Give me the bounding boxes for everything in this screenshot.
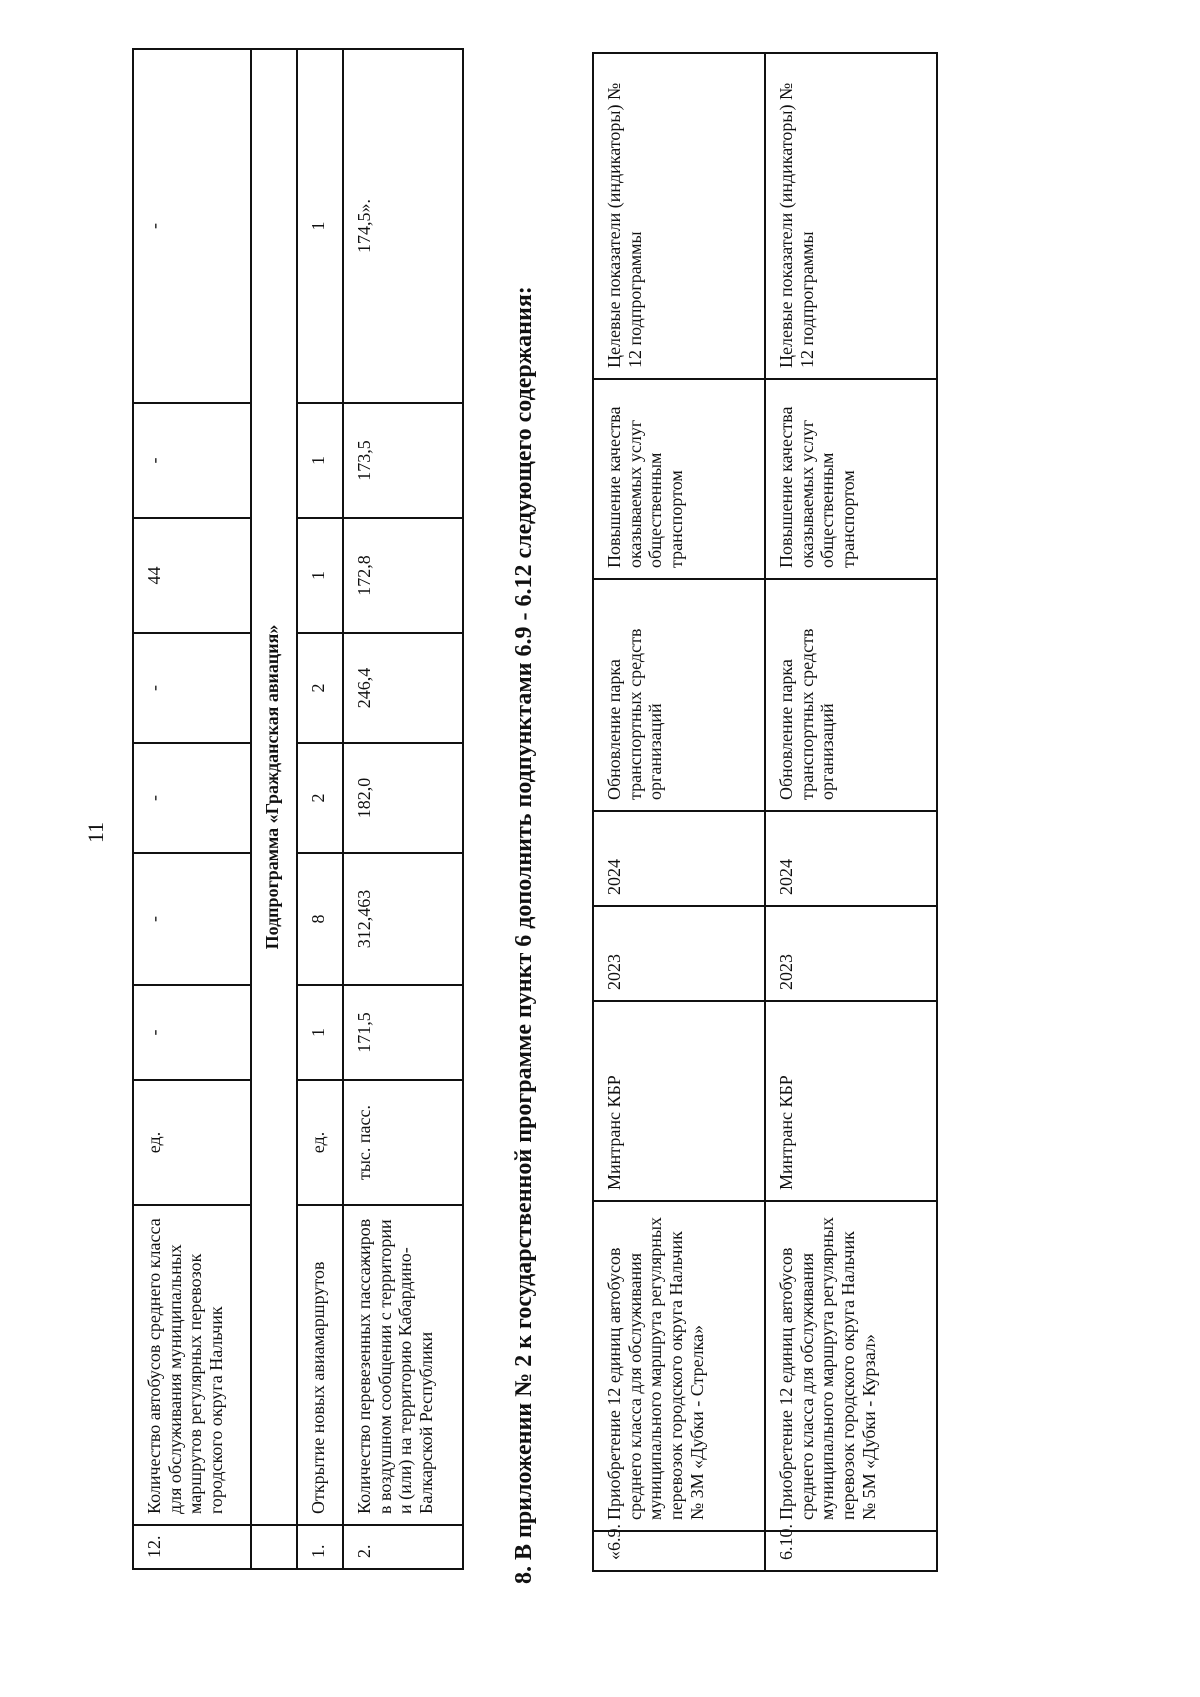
value-cell: 1	[297, 403, 343, 518]
value-cell: 173,5	[343, 403, 463, 518]
value-cell: 44	[133, 518, 251, 633]
end-year: 2024	[593, 811, 765, 906]
value-cell: 2	[297, 743, 343, 853]
value-cell: -	[133, 853, 251, 985]
value-cell: 246,4	[343, 633, 463, 743]
value-cell: 312,463	[343, 853, 463, 985]
consequence-cell: Повышение качества оказываемых услуг общественным транспортом	[593, 379, 765, 579]
row-number: 6.10.	[765, 1531, 937, 1571]
start-year: 2023	[593, 906, 765, 1001]
table-row	[133, 49, 251, 1569]
empty-cell	[251, 1525, 297, 1569]
value-cell: 2	[297, 633, 343, 743]
page-number: 11	[83, 821, 108, 843]
indicators-table-wrapper	[132, 48, 464, 1570]
paragraph-text: 8. В приложении № 2 к государственной программе пункт 6 дополнить подпунктами 6.9 - 6.12 следующего содержания:	[511, 286, 537, 1584]
link-cell: Целевые показатели (индикаторы) № 12 подпрограммы	[765, 53, 937, 379]
consequence-cell: Повышение качества оказываемых услуг общественным транспортом	[765, 379, 937, 579]
table-row	[297, 49, 343, 1569]
value-cell: -	[133, 633, 251, 743]
measure-name: Приобретение 12 единиц автобусов среднего класса для обслуживания муниципального маршрута регулярных перевозок городского округа Нальчик № 5М «Дубки - Курзал»	[765, 1201, 937, 1531]
amendment-paragraph	[506, 60, 542, 1620]
table-row	[251, 49, 297, 1569]
end-year: 2024	[765, 811, 937, 906]
unit-cell: ед.	[133, 1080, 251, 1205]
indicator-name: Открытие новых авиамаршрутов	[297, 1205, 343, 1525]
value-cell: 182,0	[343, 743, 463, 853]
subprogram-header: Подпрограмма «Гражданская авиация»	[251, 49, 297, 1525]
link-cell: Целевые показатели (индикаторы) № 12 подпрограммы	[593, 53, 765, 379]
value-cell: 174,5».	[343, 49, 463, 403]
value-cell: -	[133, 985, 251, 1080]
row-number: 2.	[343, 1525, 463, 1569]
value-cell: 1	[297, 518, 343, 633]
value-cell: 1	[297, 985, 343, 1080]
value-cell: -	[133, 743, 251, 853]
value-cell: 8	[297, 853, 343, 985]
value-cell: -	[133, 403, 251, 518]
measures-table	[592, 52, 938, 1572]
measure-name: Приобретение 12 единиц автобусов среднего класса для обслуживания муниципального маршрута регулярных перевозок городского округа Нальчик № 3М «Дубки - Стрелка»	[593, 1201, 765, 1531]
value-cell: 1	[297, 49, 343, 403]
value-cell: -	[133, 49, 251, 403]
result-cell: Обновление парка транспортных средств организаций	[593, 579, 765, 811]
table-row	[593, 53, 765, 1571]
result-cell: Обновление парка транспортных средств организаций	[765, 579, 937, 811]
row-number: «6.9.	[593, 1531, 765, 1571]
executor-cell: Минтранс КБР	[593, 1001, 765, 1201]
row-number: 12.	[133, 1525, 251, 1569]
measures-table-wrapper	[592, 52, 938, 1572]
indicators-table	[132, 48, 464, 1570]
table-row	[343, 49, 463, 1569]
executor-cell: Минтранс КБР	[765, 1001, 937, 1201]
table-row	[765, 53, 937, 1571]
value-cell: 172,8	[343, 518, 463, 633]
indicator-name: Количество перевезенных пассажиров в воздушном сообщении с территории и (или) на территорию Кабардино-Балкарской Республики	[343, 1205, 463, 1525]
start-year: 2023	[765, 906, 937, 1001]
unit-cell: ед.	[297, 1080, 343, 1205]
unit-cell: тыс. пасс.	[343, 1080, 463, 1205]
value-cell: 171,5	[343, 985, 463, 1080]
row-number: 1.	[297, 1525, 343, 1569]
indicator-name: Количество автобусов среднего класса для обслуживания муниципальных маршрутов регулярных перевозок городского округа Нальчик	[133, 1205, 251, 1525]
